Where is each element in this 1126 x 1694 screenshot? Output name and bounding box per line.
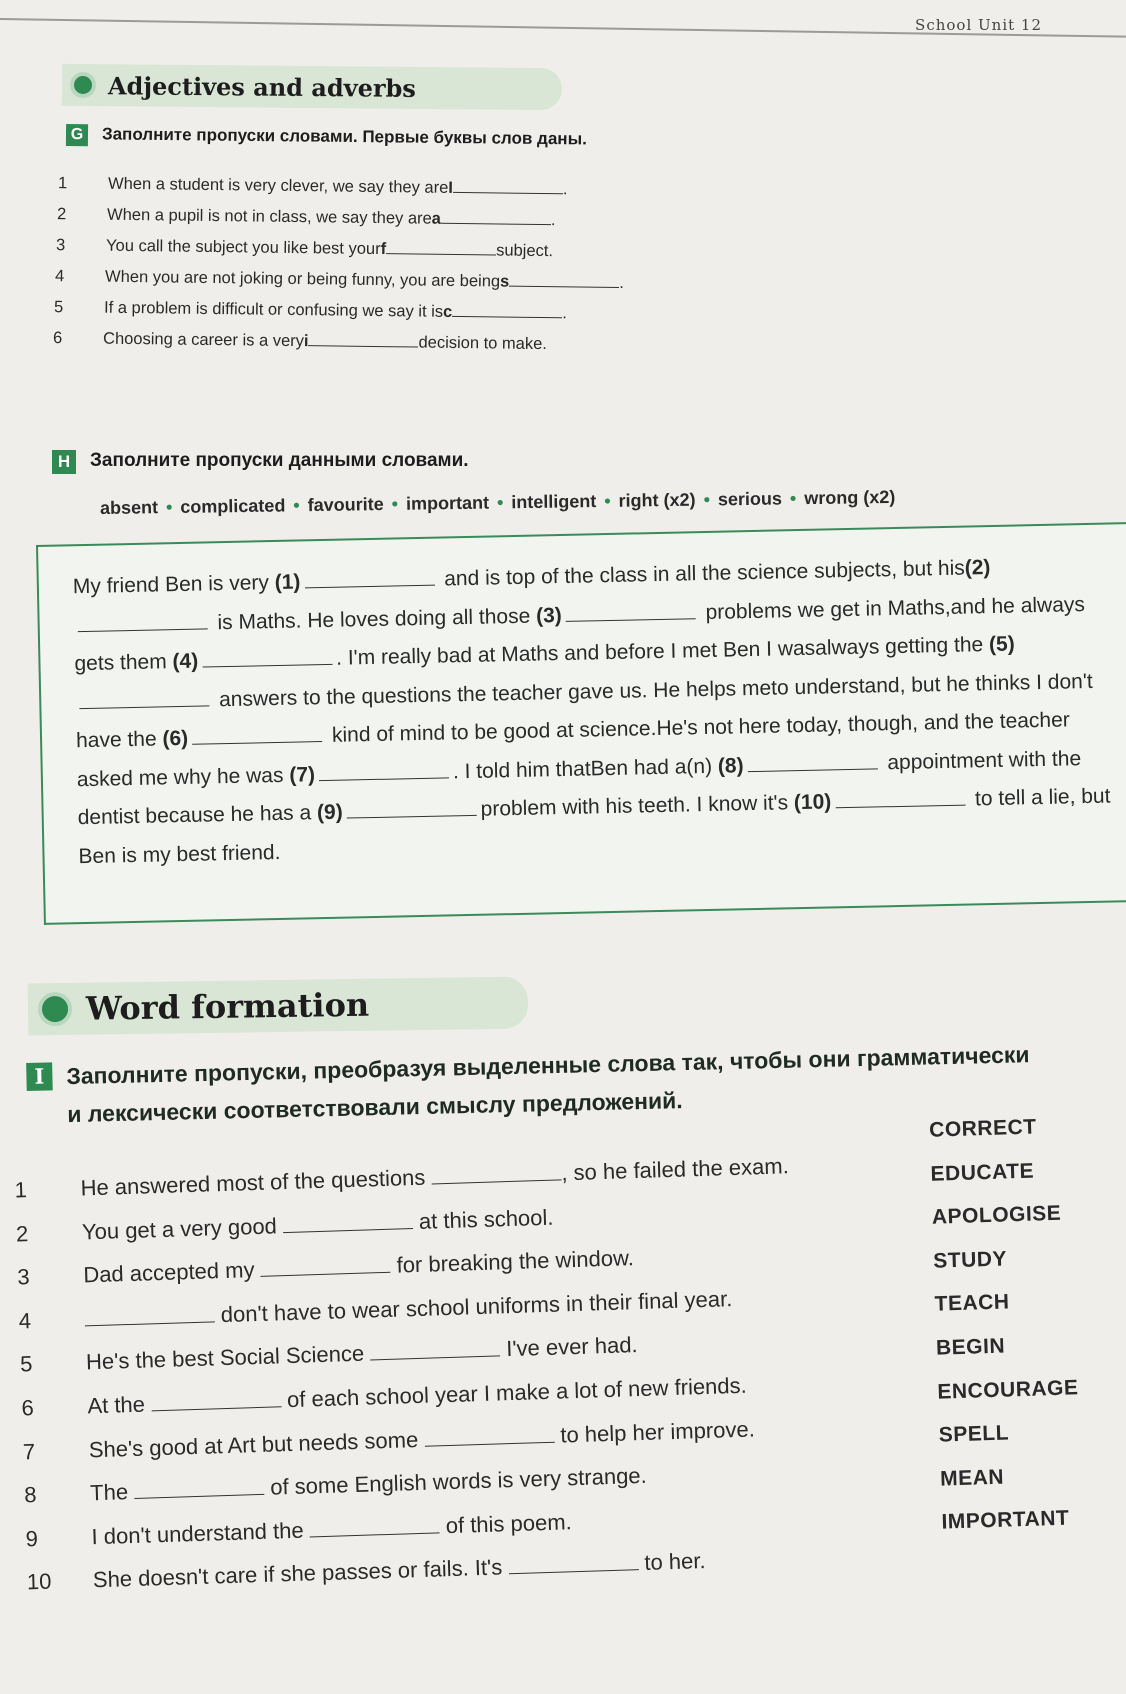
sentence-end: of this poem. xyxy=(439,1508,573,1539)
answer-blank[interactable] xyxy=(78,628,208,632)
word-bank-item: complicated xyxy=(180,495,286,517)
gap-number: (10) xyxy=(793,790,832,815)
sentence-start: The xyxy=(89,1479,135,1506)
instruction-text: Заполните пропуски словами. Первые буквы слов даны. xyxy=(101,124,587,149)
item-number: 8 xyxy=(23,1482,37,1508)
answer-blank[interactable] xyxy=(441,223,551,225)
text-segment: and he always gets them xyxy=(74,592,1086,676)
separator-dot-icon: • xyxy=(496,492,504,513)
first-letter: i xyxy=(303,332,309,351)
text-segment: problem with his teeth. I know it's xyxy=(480,791,795,821)
first-letter: c xyxy=(442,302,453,321)
exercise-badge: I xyxy=(26,1062,53,1091)
gap-number: (1) xyxy=(274,570,301,595)
answer-blank[interactable] xyxy=(151,1406,281,1411)
answer-blank[interactable] xyxy=(261,1272,391,1277)
item-text: When a pupil is not in class, we say they are xyxy=(106,205,432,228)
item-number: 9 xyxy=(25,1525,39,1552)
sentence-end: at this school. xyxy=(412,1204,554,1234)
sentence-start: At the xyxy=(87,1391,152,1419)
running-head: School Unit 12 xyxy=(915,16,1042,34)
item-number: 7 xyxy=(22,1438,36,1464)
instruction-line-2: и лексически соответствовали смыслу предложений. xyxy=(66,1087,683,1128)
section-banner-word-formation xyxy=(28,977,529,1036)
answer-blank[interactable] xyxy=(319,777,449,781)
gap-number: (4) xyxy=(172,649,199,674)
answer-blank[interactable] xyxy=(283,1228,413,1233)
first-letter: f xyxy=(380,240,387,259)
answer-blank[interactable] xyxy=(509,286,619,288)
text-segment: appointment with the dentist because he has a xyxy=(77,746,1082,830)
item-text xyxy=(91,1509,572,1550)
item-number: 3 xyxy=(55,236,66,255)
exercise-i-list xyxy=(0,1115,1126,1606)
answer-blank[interactable] xyxy=(202,664,332,668)
answer-blank[interactable] xyxy=(347,815,477,819)
text-segment: problems we get in Maths, xyxy=(699,595,951,624)
exercise-h-instruction xyxy=(52,450,469,474)
sentence-end: of each school year I make a lot of new friends. xyxy=(280,1372,748,1413)
item-text: If a problem is difficult or confusing we say it is xyxy=(103,298,444,321)
section-title: Adjectives and adverbs xyxy=(107,70,416,103)
answer-blank[interactable] xyxy=(453,192,563,194)
answer-blank[interactable] xyxy=(370,1356,500,1361)
answer-blank[interactable] xyxy=(134,1494,264,1499)
sentence-start: She's good at Art but needs some xyxy=(88,1426,425,1462)
item-text xyxy=(86,1332,638,1375)
keyword: EDUCATE xyxy=(930,1159,1035,1186)
gap-number: (5) xyxy=(988,632,1015,657)
separator-dot-icon: • xyxy=(391,493,399,514)
item-text xyxy=(90,1463,647,1506)
item-text: When a student is very clever, we say they are xyxy=(107,174,449,197)
word-bank-item: favourite xyxy=(307,494,384,516)
answer-blank[interactable] xyxy=(432,1179,562,1184)
gap-number: (3) xyxy=(535,603,562,628)
first-letter: a xyxy=(431,209,442,228)
exercise-h-text-box xyxy=(36,522,1126,925)
text-segment: always getting the xyxy=(814,633,990,660)
sentence-start: He answered most of the questions xyxy=(80,1164,432,1201)
answer-blank[interactable] xyxy=(192,741,322,745)
keyword: IMPORTANT xyxy=(941,1506,1070,1534)
keyword: APOLOGISE xyxy=(931,1201,1062,1229)
sentence-end: I've ever had. xyxy=(499,1332,638,1362)
item-ending: . xyxy=(562,180,568,199)
sentence-start: She doesn't care if she passes or fails. It's xyxy=(92,1554,509,1593)
text-segment: He's not here today, though, and the teacher asked me why he was xyxy=(76,708,1071,791)
item-ending: subject. xyxy=(496,241,554,261)
answer-blank[interactable] xyxy=(509,1569,639,1574)
separator-dot-icon: • xyxy=(703,489,711,510)
answer-blank[interactable] xyxy=(310,1532,440,1537)
exercise-badge: H xyxy=(52,450,76,474)
item-text: When you are not joking or being funny, you are being xyxy=(104,267,501,291)
item-number: 2 xyxy=(15,1220,29,1247)
answer-blank[interactable] xyxy=(424,1441,554,1446)
separator-dot-icon: • xyxy=(604,490,611,511)
word-bank xyxy=(100,487,896,519)
section-banner-adjectives xyxy=(62,64,562,110)
item-number: 4 xyxy=(54,267,65,286)
word-bank-item: wrong (x2) xyxy=(804,486,896,509)
text-segment: and is top of the class in all the science subjects, but his xyxy=(438,556,965,591)
keyword: SPELL xyxy=(938,1421,1010,1447)
exercise-badge: G xyxy=(66,124,88,146)
sentence-start: He's the best Social Science xyxy=(85,1340,371,1375)
item-number: 3 xyxy=(16,1264,31,1290)
keyword: TEACH xyxy=(934,1290,1010,1317)
sentence-end: don't have to wear school uniforms in their final year. xyxy=(214,1285,733,1328)
text-segment: . I'm really bad at Maths and before I met Ben I was xyxy=(335,636,816,670)
sentence-end: , so he failed the exam. xyxy=(560,1153,790,1186)
keyword: MEAN xyxy=(939,1465,1005,1491)
text-segment: My friend Ben is very xyxy=(72,571,275,599)
item-text xyxy=(82,1204,554,1245)
text-segment: to understand, but he thinks I don't have the xyxy=(75,669,1093,753)
first-letter: s xyxy=(500,272,510,291)
item-number: 1 xyxy=(14,1177,28,1203)
item-number: 5 xyxy=(19,1351,33,1377)
exercise-i-instruction xyxy=(26,1035,1031,1134)
keyword: CORRECT xyxy=(928,1115,1037,1142)
answer-blank[interactable] xyxy=(566,618,696,622)
separator-dot-icon: • xyxy=(293,495,300,516)
answer-blank[interactable] xyxy=(85,1321,215,1326)
item-ending: decision to make. xyxy=(418,333,548,354)
text-segment: to tell a lie, but Ben is my best friend. xyxy=(78,784,1111,868)
keyword: STUDY xyxy=(932,1247,1008,1273)
item-number: 5 xyxy=(53,298,64,317)
sentence-end: of some English words is very strange. xyxy=(263,1463,648,1501)
answer-blank[interactable] xyxy=(835,805,965,809)
item-ending: . xyxy=(550,211,556,230)
item-number: 1 xyxy=(57,174,68,193)
item-ending: . xyxy=(562,304,567,323)
keyword: ENCOURAGE xyxy=(937,1375,1079,1404)
word-bank-item: right (x2) xyxy=(618,489,696,511)
text-segment: answers to the questions the teacher gave us. He helps me xyxy=(213,676,772,711)
item-text: Choosing a career is a very xyxy=(102,329,305,351)
gap-number: (6) xyxy=(162,726,189,751)
sentence-end: to help her improve. xyxy=(553,1415,756,1448)
word-bank-item: serious xyxy=(717,488,783,510)
text-segment: . I told him that xyxy=(452,756,591,783)
item-number: 2 xyxy=(56,205,67,224)
answer-blank[interactable] xyxy=(452,316,562,318)
sentence-end: for breaking the window. xyxy=(390,1245,635,1278)
gap-number: (7) xyxy=(289,762,316,787)
answer-blank[interactable] xyxy=(748,768,878,772)
text-segment: kind of mind to be good at science. xyxy=(325,717,657,747)
item-number: 6 xyxy=(52,329,63,348)
answer-blank[interactable] xyxy=(308,345,418,347)
answer-blank[interactable] xyxy=(386,253,496,255)
first-letter: I xyxy=(448,178,454,197)
item-text: You call the subject you like best your xyxy=(105,236,381,259)
circle-bullet-icon xyxy=(38,992,72,1026)
answer-blank[interactable] xyxy=(79,705,209,709)
section-title: Word formation xyxy=(85,985,370,1028)
item-number: 6 xyxy=(21,1395,35,1421)
sentence-end: to her. xyxy=(637,1548,706,1576)
item-number: 4 xyxy=(18,1307,32,1334)
separator-dot-icon: • xyxy=(789,488,797,509)
exercise-g-list xyxy=(52,174,698,364)
word-bank-item: important xyxy=(405,492,490,514)
exercise-g-instruction xyxy=(66,124,587,151)
separator-dot-icon: • xyxy=(165,496,173,518)
text-segment: is Maths. He loves doing all those xyxy=(211,604,537,634)
sentence-start: I don't understand the xyxy=(91,1517,311,1550)
item-ending: . xyxy=(619,273,624,293)
instruction-line-1: Заполните пропуски, преобразуя выделенные слова так, чтобы они грамматически xyxy=(66,1041,1030,1090)
gap-number: (2) xyxy=(964,556,991,580)
item-number: 10 xyxy=(26,1568,52,1595)
exercise-h-text xyxy=(72,546,1126,876)
word-bank-item: absent xyxy=(99,497,159,518)
text-segment: Ben had a(n) xyxy=(590,754,719,780)
sentence-start: Dad accepted my xyxy=(82,1257,261,1288)
item-text xyxy=(83,1245,634,1288)
circle-bullet-icon xyxy=(70,72,96,98)
gap-number: (9) xyxy=(316,800,343,825)
keyword: BEGIN xyxy=(935,1334,1006,1360)
list-item xyxy=(53,329,698,368)
answer-blank[interactable] xyxy=(305,585,435,589)
sentence-start: You get a very good xyxy=(81,1212,284,1245)
instruction-text: Заполните пропуски данными словами. xyxy=(90,450,469,471)
gap-number: (8) xyxy=(717,753,744,778)
word-bank-item: intelligent xyxy=(511,491,597,513)
